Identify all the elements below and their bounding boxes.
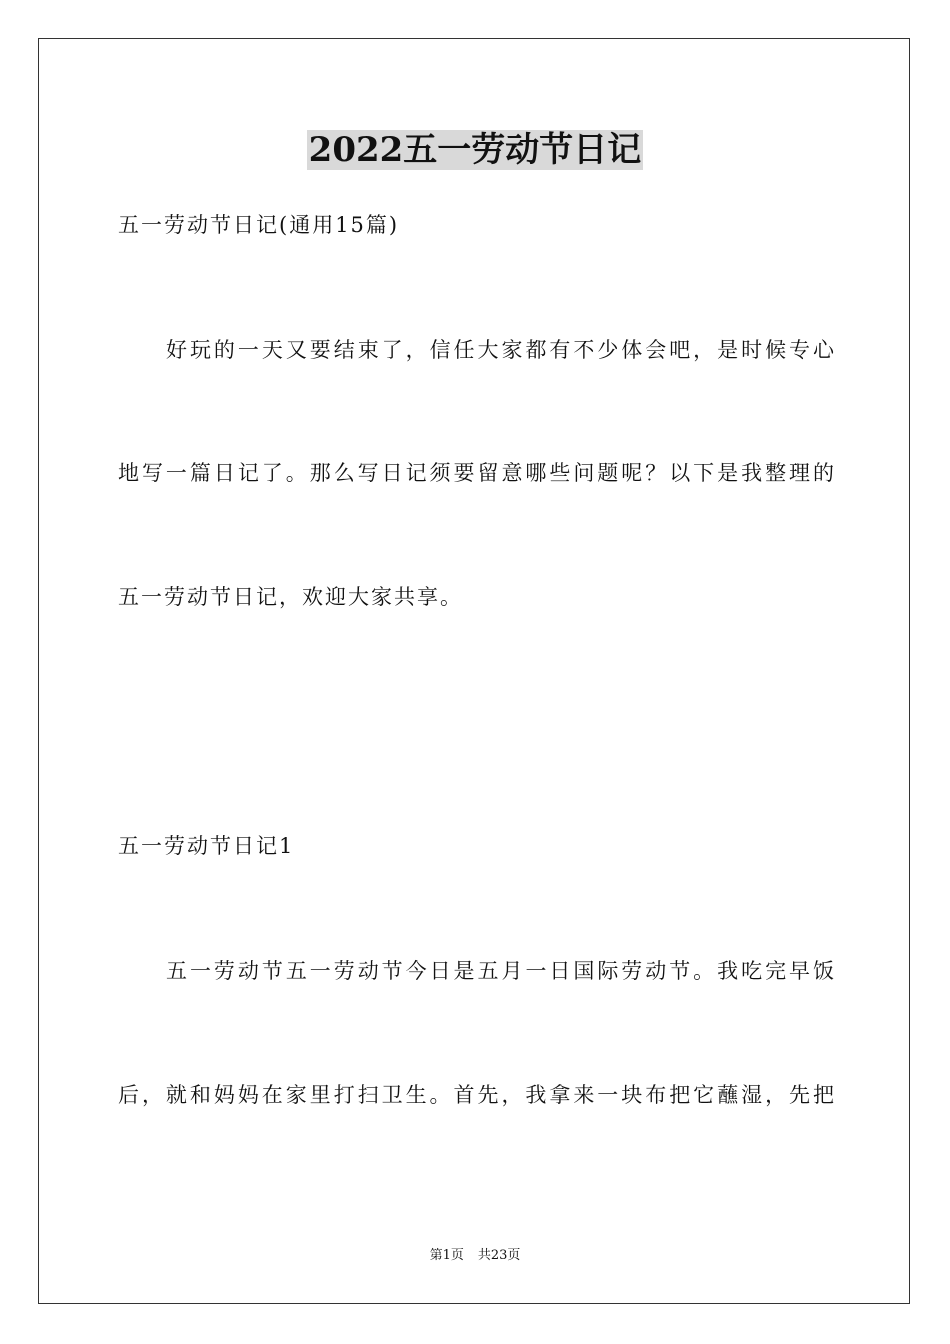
page-footer (0, 1247, 950, 1265)
body-line-1: 五一劳动节五一劳动节今日是五月一日国际劳动节。我吃完早饭 (166, 959, 834, 983)
intro-line-2: 地写一篇日记了。那么写日记须要留意哪些问题呢？以下是我整理的 (118, 461, 834, 485)
document-title-text: 2022五一劳动节日记 (308, 130, 642, 170)
page-number-total: 共23页 (477, 1248, 521, 1263)
document-subtitle: 五一劳动节日记(通用15篇) (118, 213, 400, 237)
page-number-current: 第1页 (429, 1248, 464, 1263)
intro-line-1: 好玩的一天又要结束了，信任大家都有不少体会吧，是时候专心 (166, 338, 834, 362)
body-line-2: 后，就和妈妈在家里打扫卫生。首先，我拿来一块布把它蘸湿，先把 (118, 1083, 834, 1107)
intro-line-3: 五一劳动节日记，欢迎大家共享。 (118, 585, 463, 609)
section-heading: 五一劳动节日记1 (118, 834, 295, 858)
document-title (0, 128, 950, 172)
